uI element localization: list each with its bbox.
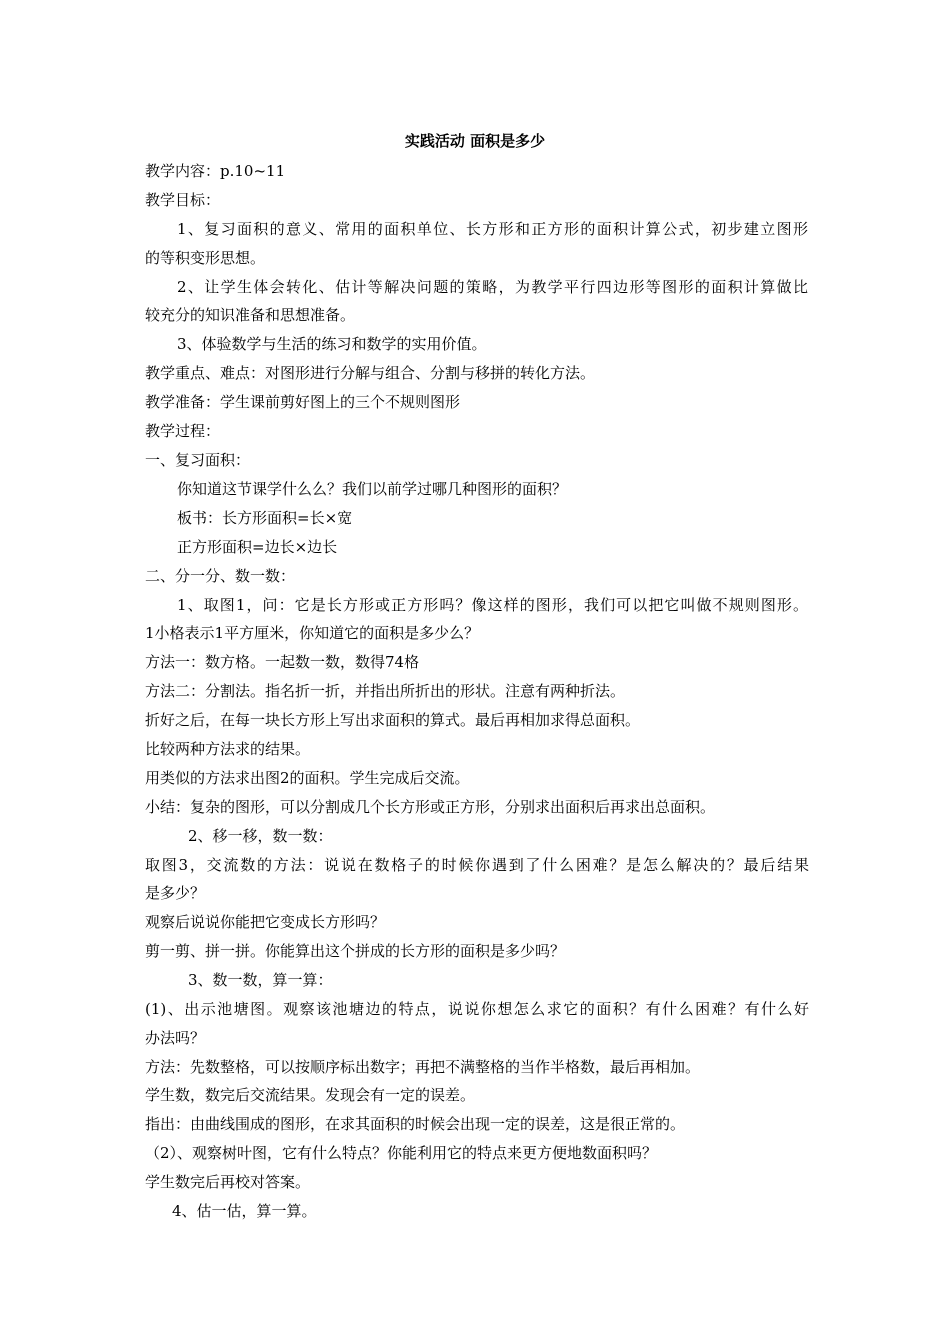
step-1-line-1: 1、取图1，问：它是长方形或正方形吗？像这样的图形，我们可以把它叫做不规则图形。 — [177, 596, 808, 614]
teaching-content: 教学内容：p.10~11 — [145, 162, 286, 180]
pond-method: 方法：先数整格，可以按顺序标出数字；再把不满整格的当作半格数，最后再相加。 — [145, 1058, 701, 1076]
compare-results: 比较两种方法求的结果。 — [145, 740, 311, 758]
section-1-question: 你知道这节课学什么么？我们以前学过哪几种图形的面积？ — [177, 480, 568, 498]
step-2-cut: 剪一剪、拼一拼。你能算出这个拼成的长方形的面积是多少吗？ — [145, 942, 566, 960]
goal-2-line-1: 2、让学生体会转化、估计等解决问题的策略，为教学平行四边形等图形的面积计算做比 — [177, 278, 808, 296]
summary: 小结：复杂的图形，可以分割成几个长方形或正方形，分别求出面积后再求出总面积。 — [145, 798, 716, 816]
preparation: 教学准备：学生课前剪好图上的三个不规则图形 — [145, 393, 461, 411]
method-2-detail: 折好之后，在每一块长方形上写出求面积的算式。最后再相加求得总面积。 — [145, 711, 641, 729]
board-rectangle-formula: 板书：长方形面积=长×宽 — [177, 509, 353, 527]
method-2: 方法二：分割法。指名折一折，并指出所折出的形状。注意有两种折法。 — [145, 682, 626, 700]
pond-line-2: 办法吗？ — [145, 1029, 206, 1047]
process-heading: 教学过程： — [145, 422, 221, 440]
step-3-heading: 3、数一数，算一算： — [188, 971, 333, 989]
step-4-heading: 4、估一估，算一算。 — [172, 1202, 317, 1220]
document-title: 实践活动 面积是多少 — [404, 132, 546, 150]
step-2-heading: 2、移一移，数一数： — [188, 827, 333, 845]
step-1-line-2: 1小格表示1平方厘米，你知道它的面积是多少么？ — [145, 624, 480, 642]
pond-result: 学生数，数完后交流结果。发现会有一定的误差。 — [145, 1086, 476, 1104]
step-2-line-1: 取图3，交流数的方法：说说在数格子的时候你遇到了什么困难？是怎么解决的？最后结果 — [145, 856, 809, 874]
goal-1-line-2: 的等积变形思想。 — [145, 249, 266, 267]
goal-2-line-2: 较充分的知识准备和思想准备。 — [145, 306, 356, 324]
goal-1-line-1: 1、复习面积的意义、常用的面积单位、长方形和正方形的面积计算公式，初步建立图形 — [177, 220, 808, 238]
figure-2-task: 用类似的方法求出图2的面积。学生完成后交流。 — [145, 769, 470, 787]
pond-note: 指出：由曲线围成的图形，在求其面积的时候会出现一定的误差，这是很正常的。 — [145, 1115, 686, 1133]
method-1: 方法一：数方格。一起数一数，数得74格 — [145, 653, 420, 671]
step-2-line-2: 是多少？ — [145, 884, 206, 902]
pond-line-1: (1)、出示池塘图。观察该池塘边的特点，说说你想怎么求它的面积？有什么困难？有什么好 — [145, 1000, 809, 1018]
leaf-check: 学生数完后再校对答案。 — [145, 1173, 311, 1191]
board-square-formula: 正方形面积=边长×边长 — [177, 538, 338, 556]
section-2-heading: 二、分一分、数一数： — [145, 567, 296, 585]
step-2-observe: 观察后说说你能把它变成长方形吗？ — [145, 913, 386, 931]
key-points: 教学重点、难点：对图形进行分解与组合、分割与移拼的转化方法。 — [145, 364, 596, 382]
section-1-heading: 一、复习面积： — [145, 451, 251, 469]
leaf-task: （2）、观察树叶图，它有什么特点？你能利用它的特点来更方便地数面积吗？ — [145, 1144, 658, 1162]
teaching-goals-heading: 教学目标： — [145, 191, 221, 209]
goal-3: 3、体验数学与生活的练习和数学的实用价值。 — [177, 335, 487, 353]
